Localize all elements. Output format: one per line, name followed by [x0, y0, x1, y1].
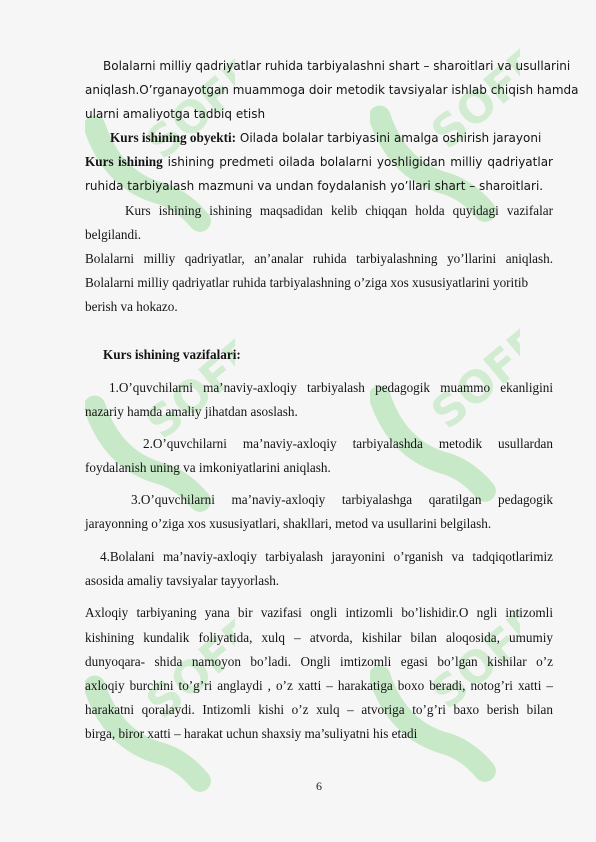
section-heading: Kurs ishining vazifalari: [103, 347, 241, 362]
text-line [110, 130, 553, 146]
text-line: harakatni qoralaydi. Intizomli kishi o’z xulq – atvoriga to’g’ri baxo berish bilan [85, 702, 553, 717]
section-label: Kurs ishining obyekti: [110, 130, 237, 145]
text-line [85, 154, 553, 170]
text-line: birga, biror xatti – harakat uchun shaxsiy ma’suliyatni his etadi [85, 726, 418, 741]
text-line: 4.Bolalani ma’naviy-axloqiy tarbiyalash jarayonini o’rganish va tadqiqotlarimiz [100, 549, 553, 564]
text-line: foydalanish uning va imkoniyatlarini aniqlash. [85, 460, 331, 475]
text-line: kishining kundalik foliyatida, xulq – atvorda, kishilar bilan aloqosida, umumiy [85, 630, 553, 645]
text-line: nazariy hamda amaliy jihatdan asoslash. [85, 404, 298, 419]
text-line: jarayonning o’ziga xos xususiyatlari, shakllari, metod va usullarini belgilash. [85, 516, 492, 531]
page-number: 6 [316, 779, 322, 793]
section-text: Oilada bolalar tarbiyasini amalga oshirish jarayoni [236, 131, 542, 145]
text-line: Bolalarni milliy qadriyatlar ruhida tarbiyalashning o’ziga xos xususiyatlarini yoritib [85, 275, 529, 290]
section-text: ishining predmeti oilada bolalarni yoshligidan milliy qadriyatlar [162, 155, 553, 169]
text-line: asosida amaliy tavsiyalar tayyorlash. [85, 573, 280, 588]
watermark-text: SOFF [136, 50, 235, 170]
watermark-text: SOFF [421, 320, 520, 440]
text-line: Bolalarni milliy qadriyatlar ruhida tarbiyalashni shart – sharoitlari va usullarini [103, 59, 571, 73]
watermark-text: SOFF [136, 610, 235, 730]
section-label: Kurs ishining [85, 154, 163, 169]
text-line: berish va hokazo. [85, 299, 178, 314]
text-line: ularni amaliyotga tadbiq etish [85, 107, 266, 121]
text-line: Bolalarni milliy qadriyatlar, an’analar ruhida tarbiyalashning yo’llarini aniqlash. [85, 251, 553, 266]
watermark-text: SOFF [136, 330, 235, 450]
text-line: dunyoqara- shida namoyon bo’ladi. Ongli imtizomli egasi bo’lgan kishilar o’z [85, 654, 553, 669]
watermark-text: SOFF [421, 40, 520, 160]
text-line: 3.O’quvchilarni ma’naviy-axloqiy tarbiyalashga qaratilgan pedagogik [131, 492, 553, 507]
watermark-logo [85, 50, 235, 250]
text-line: 1.O’quvchilarni ma’naviy-axloqiy tarbiyalash pedagogik muammo ekanligini [109, 380, 553, 395]
text-line: belgilandi. [85, 227, 142, 242]
text-line: Axloqiy tarbiyaning yana bir vazifasi ongli intizomli bo’lishidir.O ngli intizomli [85, 605, 553, 620]
watermark-text: SOFF [421, 600, 520, 720]
text-line: aniqlash.O’rganayotgan muammoga doir metodik tavsiyalar ishlab chiqish hamda [85, 83, 579, 97]
text-line: ruhida tarbiyalash mazmuni va undan foydalanish yo’llari shart – sharoitlari. [85, 179, 544, 193]
text-line: 2.O’quvchilarni ma’naviy-axloqiy tarbiyalashda metodik usullardan [143, 436, 553, 451]
text-line: Kurs ishining ishining maqsadidan kelib chiqqan holda quyidagi vazifalar [125, 203, 553, 218]
text-line: axloqiy burchini to’g’ri anglaydi , o’z xatti – harakatiga boxo beradi, notog’ri xatti – [85, 678, 553, 693]
